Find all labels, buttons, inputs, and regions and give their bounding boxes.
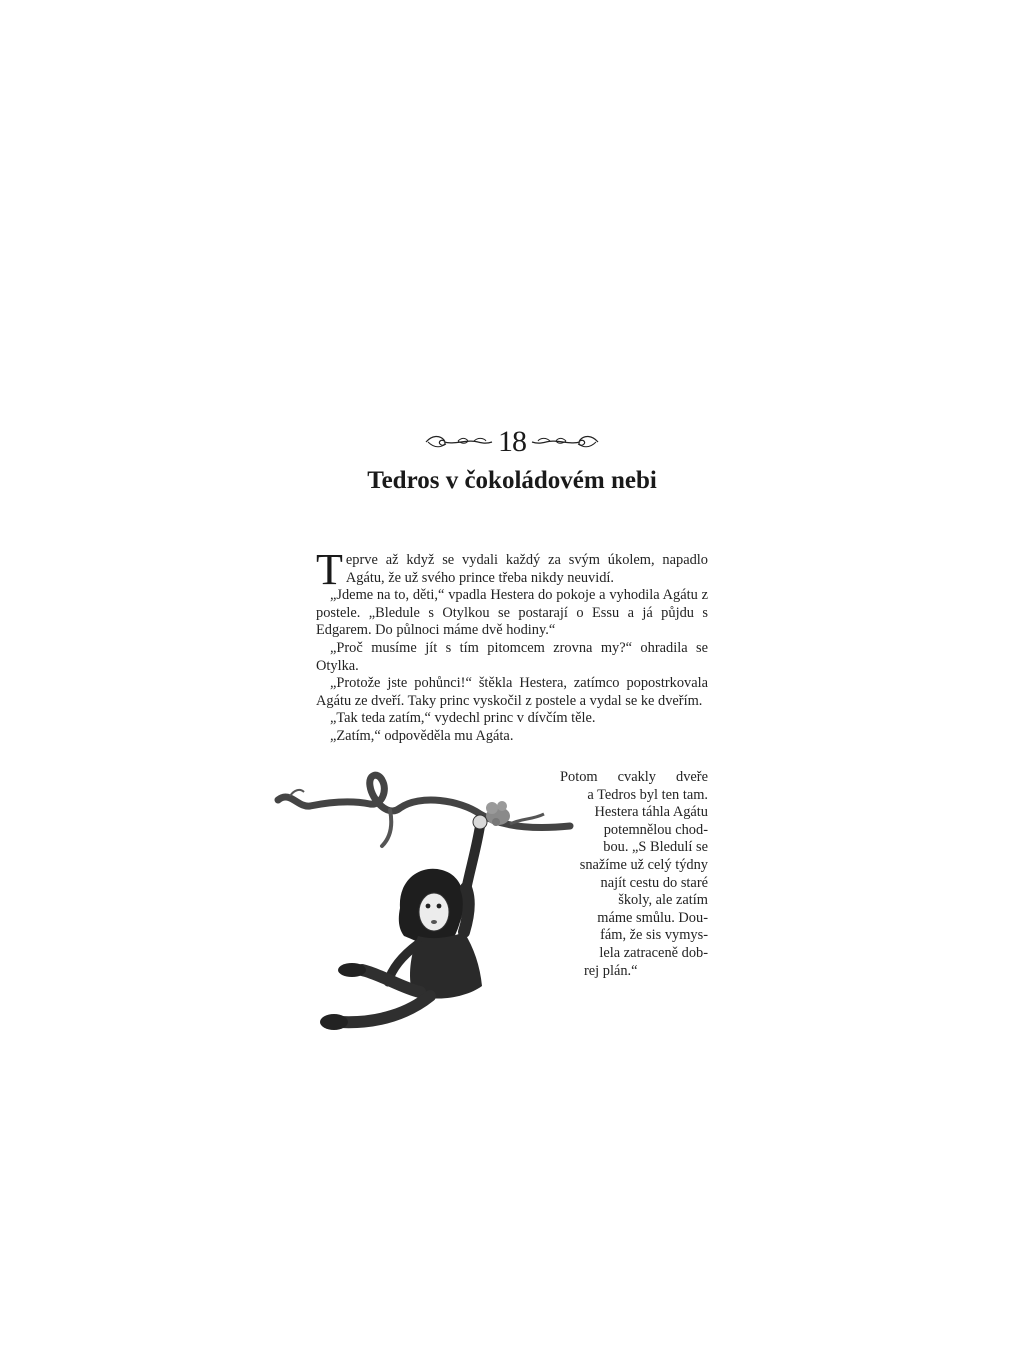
side-line: lela zatraceně dob- [599,944,708,961]
side-line: Hestera táhla Agátu [594,804,708,821]
chapter-title: Tedros v čokoládovém nebi [367,467,657,494]
side-line: školy, ale zatím [618,892,708,909]
chapter-number: 18 [498,425,526,458]
side-line: bou. „S Bledulí se [603,839,708,856]
side-line: snažíme už celý týdny [579,856,708,873]
paragraph-5: „Tak teda zatím,“ vydechl princ v dívčím těle. [330,710,596,727]
illustration-icon [270,760,580,1050]
side-line: rej plán.“ [584,962,638,979]
paragraph-1-text: eprve až když se vydali každý za svým úkolem, napadlo Agátu, že už svého prince třeba nikdy neuvidí. [345,552,708,586]
right-flourish-icon [530,432,600,452]
drop-cap: T [316,545,343,594]
side-line: a Tedros byl ten tam. [587,786,708,803]
side-line: najít cestu do staré [600,874,708,891]
chapter-number-row [300,424,724,460]
paragraph-3: „Proč musíme jít s tím pitomcem zrovna my?“ ohradila se Otylka. [316,639,708,674]
side-line: Potom cvakly dveře [560,769,708,785]
left-flourish-icon [424,432,494,452]
chapter-header [300,424,724,496]
side-line: potemnělou chod- [603,821,708,838]
paragraph-4: „Protože jste pohůnci!“ štěkla Hestera, zatímco popostrkovala Agátu ze dveří. Taky princ vyskočil z postele a vydal se ke dveřím. [316,675,708,709]
girl-hanging-from-branch-illustration [270,760,580,1050]
paragraph-2: „Jdeme na to, děti,“ vpadla Hestera do pokoje a vyhodila Agátu z postele. „Bledule s Otylkou se postarají o Essu a já půjdu s Edgarem. Do půlnoci máme dvě hodiny.“ [316,587,708,639]
paragraph-6: „Zatím,“ odpověděla mu Agáta. [330,727,514,744]
body-text [316,545,708,746]
paragraph-1 [316,545,708,594]
side-text-column [560,769,708,980]
side-line: máme smůlu. Dou- [597,909,708,926]
side-line: fám, že sis vymys- [600,927,708,944]
